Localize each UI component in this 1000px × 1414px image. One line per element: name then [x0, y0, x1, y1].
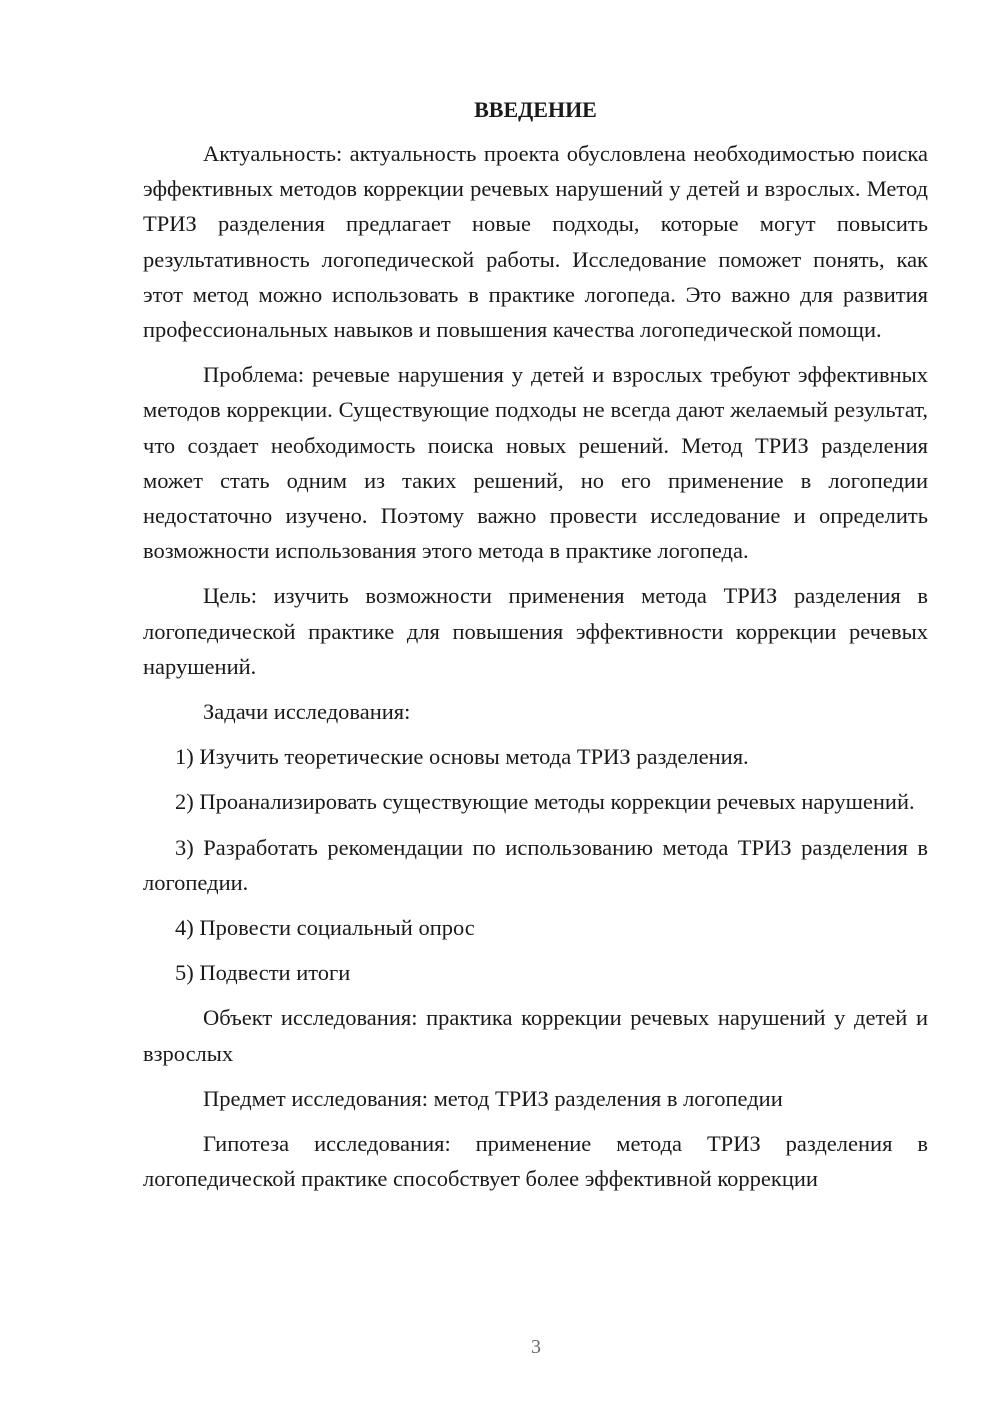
page-number: 3 — [531, 1336, 541, 1358]
task-item: 3) Разработать рекомендации по использованию метода ТРИЗ разделения в логопедии. — [143, 834, 928, 895]
hypothesis-paragraph: Гипотеза исследования: применение метода ТРИЗ разделения в логопедической практике способствует более эффективной коррекции — [143, 1131, 928, 1192]
task-item: 1) Изучить теоретические основы метода ТРИЗ разделения. — [175, 744, 749, 770]
task-item: 4) Провести социальный опрос — [175, 915, 475, 941]
subject-paragraph: Предмет исследования: метод ТРИЗ разделения в логопедии — [203, 1085, 783, 1111]
goal-paragraph: Цель: изучить возможности применения метода ТРИЗ разделения в логопедической практике для повышения эффективности коррекции речевых нарушений. — [143, 583, 928, 679]
task-item: 5) Подвести итоги — [175, 960, 351, 986]
tasks-heading: Задачи исследования: — [203, 699, 411, 725]
task-item: 2) Проанализировать существующие методы коррекции речевых нарушений. — [175, 789, 915, 815]
problem-paragraph: Проблема: речевые нарушения у детей и взрослых требуют эффективных методов коррекции. Существующие подходы не всегда дают желаемый результат, что создает необходимость поиска новых решений. Метод ТРИЗ разделения может стать одним из таких решений, но его применение в логопедии недостаточно изучено. Поэтому важно провести исследование и определить возможности использования этого метода в практике логопеда. — [143, 362, 928, 564]
section-title: ВВЕДЕНИЕ — [474, 97, 597, 122]
object-paragraph: Объект исследования: практика коррекции речевых нарушений у детей и взрослых — [143, 1005, 928, 1066]
page-body — [143, 92, 928, 1206]
relevance-paragraph: Актуальность: актуальность проекта обусловлена необходимостью поиска эффективных методов коррекции речевых нарушений у детей и взрослых. Метод ТРИЗ разделения предлагает новые подходы, которые могут повысить результативность логопедической работы. Исследование поможет понять, как этот метод можно использовать в практике логопеда. Это важно для развития профессиональных навыков и повышения качества логопедической помощи. — [143, 141, 928, 343]
